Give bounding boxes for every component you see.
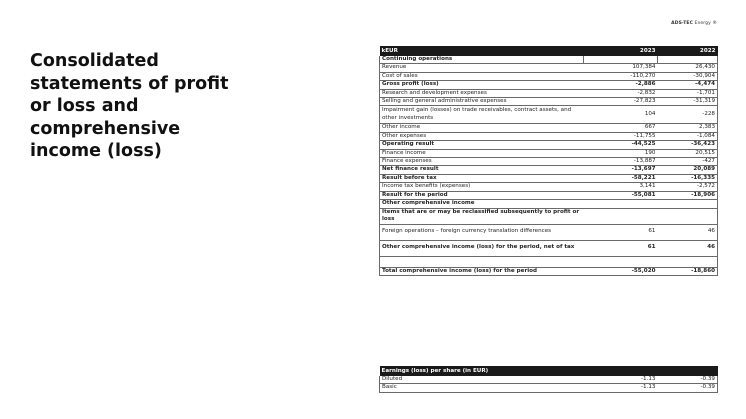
row-label: Finance expenses [380,158,584,166]
column-header-2022: 2022 [658,46,718,56]
brand-logo [671,21,717,26]
page-title-line: Consolidated [30,51,159,71]
row-label: Selling and general administrative expenses [380,98,584,106]
row-label: Net finance result [380,166,584,174]
table-row [380,132,718,140]
value-2023: -13,887 [584,158,658,166]
row-label: Revenue [380,64,584,72]
column-header-2023: 2023 [584,46,658,56]
table-row [380,267,718,275]
table-row [380,98,718,106]
row-label: Diluted [380,376,584,384]
value-2023: 61 [584,240,658,256]
value-2023: 667 [584,124,658,132]
table-row [380,208,718,224]
value-2022: -427 [658,158,718,166]
row-label: Finance income [380,149,584,157]
value-2023: 190 [584,149,658,157]
row-label: Basic [380,384,584,392]
value-2022: -4,474 [658,81,718,89]
table-row [380,191,718,199]
row-label: Operating result [380,141,584,149]
column-header-unit: kEUR [380,46,584,56]
value-2022: -2,572 [658,183,718,191]
row-label: Total comprehensive income (loss) for the period [380,267,584,275]
value-2022: -0.39 [658,376,718,384]
value-2023 [584,200,658,208]
table-row [380,106,718,124]
row-label: Other comprehensive income [380,200,584,208]
row-label [380,256,584,267]
value-2022: 2,383 [658,124,718,132]
value-2022 [658,56,718,64]
table-row [380,200,718,208]
row-label: Other expenses [380,132,584,140]
table-row [380,56,718,64]
brand-name: ADS-TEC [671,21,693,26]
table-row [380,384,718,392]
table-row [380,224,718,240]
value-2022: -1,084 [658,132,718,140]
row-label: Items that are or may be reclassified subsequently to profit or loss [380,208,584,224]
page-title-line: statements of profit [30,73,229,94]
table-spacer-row [380,256,718,267]
value-2022 [658,200,718,208]
row-label: Gross profit (loss) [380,81,584,89]
value-2022: -31,319 [658,98,718,106]
brand-suffix: Energy ® [694,21,717,26]
row-label: Cost of sales [380,72,584,80]
eps-header: Earnings (loss) per share (in EUR) [380,366,718,376]
value-2023: -58,221 [584,174,658,182]
value-2023: 107,384 [584,64,658,72]
income-statement-table [379,46,718,276]
value-2022: -0.39 [658,384,718,392]
page-title-line: comprehensive [30,118,181,139]
table-row [380,376,718,384]
table-row [380,124,718,132]
table-row [380,72,718,80]
value-2022 [658,256,718,267]
table-row [380,240,718,256]
value-2022: 26,430 [658,64,718,72]
value-2023: -13,697 [584,166,658,174]
table-row [380,141,718,149]
value-2023 [584,256,658,267]
value-2023: 3,141 [584,183,658,191]
value-2022: 46 [658,240,718,256]
value-2022: -30,904 [658,72,718,80]
eps-table [379,366,718,393]
page-title [30,50,260,163]
table-row [380,158,718,166]
row-label: Research and development expenses [380,89,584,97]
value-2022: -228 [658,106,718,124]
table-row [380,183,718,191]
row-label: Income tax benefits (expenses) [380,183,584,191]
value-2023 [584,56,658,64]
value-2023: 61 [584,224,658,240]
value-2023: -55,020 [584,267,658,275]
row-label: Continuing operations [380,56,584,64]
table-row [380,174,718,182]
value-2023: -44,525 [584,141,658,149]
row-label: Other income [380,124,584,132]
value-2023 [584,208,658,224]
row-label: Result for the period [380,191,584,199]
value-2023: -11,755 [584,132,658,140]
table-row [380,89,718,97]
value-2022: -1,701 [658,89,718,97]
row-label: Other comprehensive income (loss) for the period, net of tax [380,240,584,256]
value-2022: -36,423 [658,141,718,149]
table-row [380,166,718,174]
value-2023: 104 [584,106,658,124]
table-header-row [380,46,718,56]
value-2022: -18,906 [658,191,718,199]
value-2023: -2,886 [584,81,658,89]
value-2022 [658,208,718,224]
value-2022: 46 [658,224,718,240]
table-row [380,64,718,72]
page-title-line: or loss and [30,96,139,116]
value-2023: -55,081 [584,191,658,199]
row-label: Foreign operations – foreign currency translation differences [380,224,584,240]
value-2023: -110,270 [584,72,658,80]
row-label: Result before tax [380,174,584,182]
table-row [380,81,718,89]
page-title-line: income (loss) [30,141,162,161]
row-label: Impairment gain (losses) on trade receivables, contract assets, and other investments [380,106,584,124]
table-row [380,149,718,157]
value-2023: -27,823 [584,98,658,106]
table-header-row [380,366,718,376]
value-2023: -2,832 [584,89,658,97]
value-2022: 20,515 [658,149,718,157]
value-2022: 20,089 [658,166,718,174]
value-2023: -1.13 [584,384,658,392]
value-2022: -18,860 [658,267,718,275]
value-2023: -1.13 [584,376,658,384]
value-2022: -16,335 [658,174,718,182]
